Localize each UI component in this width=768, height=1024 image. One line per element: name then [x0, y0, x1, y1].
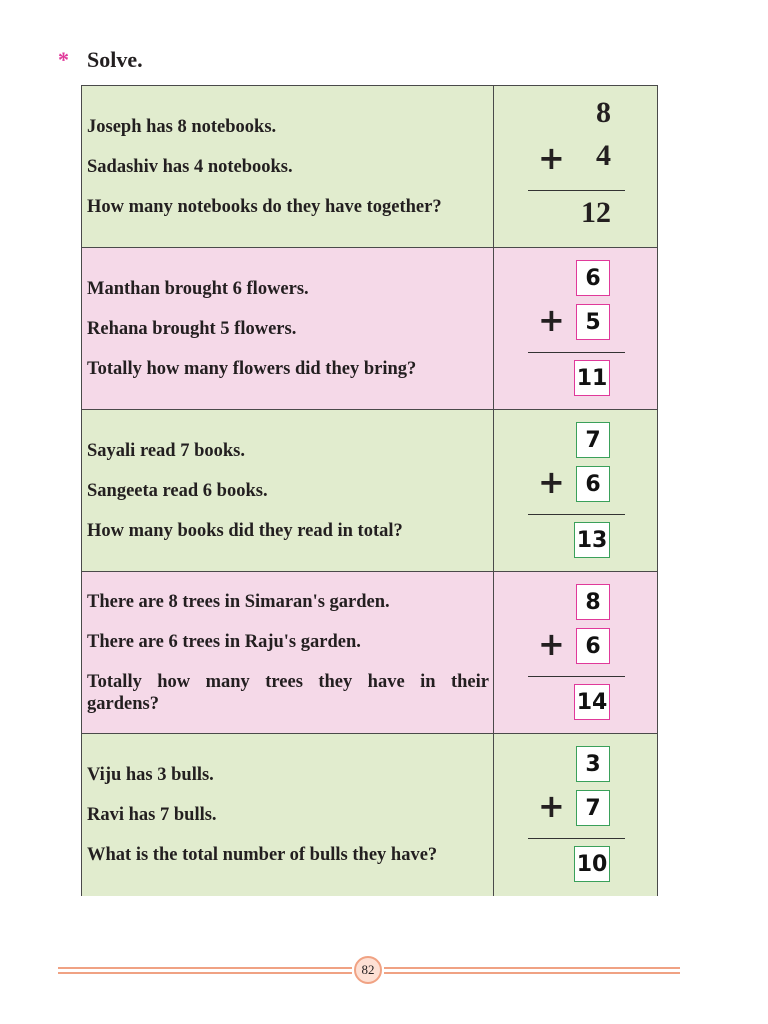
sum-divider [528, 352, 625, 353]
sum-divider [528, 514, 625, 515]
sum-answer-box[interactable]: 10 [574, 846, 610, 882]
problem-row-3 [82, 410, 657, 572]
problem-line: Sadashiv has 4 notebooks. [87, 156, 293, 177]
addition-column [494, 248, 657, 409]
plus-icon: + [538, 625, 565, 663]
addend-2: 4 [596, 139, 611, 172]
problem-line: There are 6 trees in Raju's garden. [87, 631, 361, 652]
star-icon: * [58, 47, 69, 72]
problem-line: Sayali read 7 books. [87, 440, 245, 461]
problem-line: There are 8 trees in Simaran's garden. [87, 591, 390, 612]
addition-column [494, 410, 657, 571]
sum-divider [528, 838, 625, 839]
problem-question: Totally how many trees they have in their gardens? [87, 671, 489, 714]
addition-column [494, 734, 657, 896]
problem-row-5 [82, 734, 657, 896]
problem-text [82, 248, 494, 409]
problems-table [81, 85, 658, 896]
addend-1-box[interactable]: 7 [576, 422, 610, 458]
sum-answer-box[interactable]: 13 [574, 522, 610, 558]
page-footer [58, 962, 680, 978]
sum-divider [528, 676, 625, 677]
addend-2-box[interactable]: 6 [576, 628, 610, 664]
addend-2-box[interactable]: 6 [576, 466, 610, 502]
addend-1: 8 [596, 96, 611, 129]
addition-column [494, 86, 657, 247]
problem-question: How many books did they read in total? [87, 520, 403, 541]
addend-1-box[interactable]: 3 [576, 746, 610, 782]
plus-icon: + [538, 463, 565, 501]
heading-text: Solve. [87, 47, 143, 72]
sum-divider [528, 190, 625, 191]
problem-line: Sangeeta read 6 books. [87, 480, 268, 501]
footer-rule-right [384, 972, 680, 974]
problem-text [82, 410, 494, 571]
section-heading [58, 47, 143, 73]
addition-column [494, 572, 657, 733]
plus-icon: + [538, 139, 565, 177]
problem-question: How many notebooks do they have together? [87, 196, 442, 217]
addend-1-box[interactable]: 8 [576, 584, 610, 620]
footer-rule-left [58, 967, 352, 969]
addend-2-box[interactable]: 5 [576, 304, 610, 340]
problem-line: Manthan brought 6 flowers. [87, 278, 309, 299]
problem-question: Totally how many flowers did they bring? [87, 358, 417, 379]
sum-answer: 12 [581, 196, 611, 229]
problem-line: Rehana brought 5 flowers. [87, 318, 297, 339]
problem-line: Viju has 3 bulls. [87, 765, 214, 785]
sum-answer-box[interactable]: 11 [574, 360, 610, 396]
problem-row-4 [82, 572, 657, 734]
problem-text [82, 734, 494, 896]
problem-question: What is the total number of bulls they have? [87, 845, 438, 865]
addend-2-box[interactable]: 7 [576, 790, 610, 826]
problem-row-2 [82, 248, 657, 410]
plus-icon: + [538, 301, 565, 339]
sum-answer-box[interactable]: 14 [574, 684, 610, 720]
problem-text [82, 86, 494, 247]
addend-1-box[interactable]: 6 [576, 260, 610, 296]
problem-line: Ravi has 7 bulls. [87, 805, 217, 825]
problem-text [82, 572, 494, 733]
page-number: 82 [354, 956, 382, 984]
plus-icon: + [538, 787, 565, 825]
footer-rule-right [384, 967, 680, 969]
footer-rule-left [58, 972, 352, 974]
problem-row-1 [82, 86, 657, 248]
problem-line: Joseph has 8 notebooks. [87, 116, 277, 137]
